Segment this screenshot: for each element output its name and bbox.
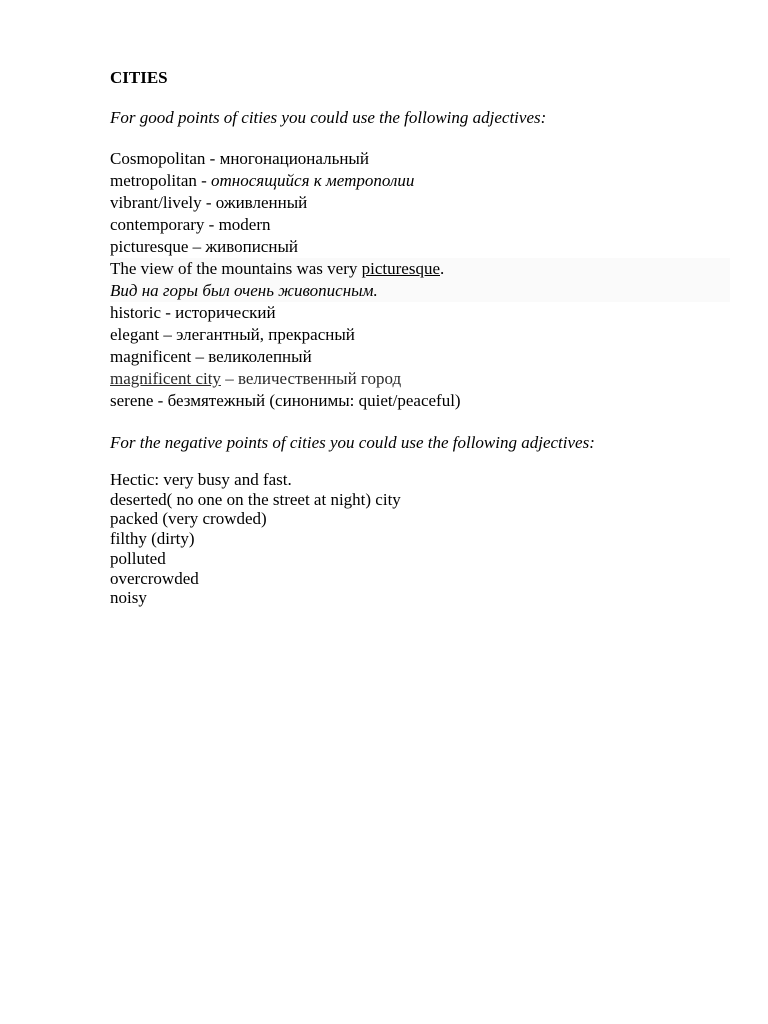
item-translation: великолепный: [208, 347, 312, 366]
list-item: Hectic: very busy and fast.: [110, 470, 292, 489]
item-word: metropolitan -: [110, 171, 212, 190]
phrase-link[interactable]: magnificent city: [110, 369, 221, 388]
example-block: [110, 258, 730, 302]
negative-intro: For the negative points of cities you could use the following adjectives:: [110, 433, 595, 452]
item-word: contemporary -: [110, 215, 219, 234]
example-sentence: [110, 258, 730, 280]
item-word: elegant –: [110, 325, 177, 344]
item-translation: многонациональный: [219, 149, 369, 168]
list-item: polluted: [110, 548, 166, 568]
document-title: CITIES: [110, 68, 168, 87]
list-item: noisy: [110, 588, 147, 608]
list-item: [110, 368, 720, 390]
example-text-end: .: [440, 259, 445, 278]
document-page: [110, 66, 720, 608]
example-translation: Вид на горы был очень живописным.: [110, 281, 378, 300]
item-translation: – величественный город: [220, 369, 402, 388]
item-word: Cosmopolitan -: [110, 149, 220, 168]
list-item: [110, 236, 720, 258]
list-item: [110, 324, 720, 346]
item-word: picturesque –: [110, 237, 206, 256]
list-item: [110, 346, 720, 368]
item-translation: исторический: [175, 303, 276, 322]
item-translation: безмятежный (синонимы: quiet/peaceful): [167, 391, 461, 410]
positive-adjective-list: [110, 148, 720, 412]
list-item: filthy (dirty): [110, 529, 195, 549]
item-word: serene -: [110, 391, 168, 410]
item-word: magnificent –: [110, 347, 209, 366]
list-item: deserted( no one on the street at night) city: [110, 489, 401, 509]
list-item: packed (very crowded): [110, 509, 267, 529]
list-item: overcrowded: [110, 568, 199, 588]
example-link[interactable]: picturesque: [361, 259, 440, 278]
example-text: The view of the mountains was very: [110, 259, 362, 278]
list-item: [110, 390, 720, 412]
positive-intro: For good points of cities you could use the following adjectives:: [110, 108, 547, 127]
list-item: [110, 170, 720, 192]
list-item: [110, 214, 720, 236]
item-word: historic -: [110, 303, 176, 322]
item-translation: относящийся к метрополии: [211, 171, 415, 190]
negative-adjective-list: [110, 470, 720, 608]
item-word: vibrant/lively -: [110, 193, 216, 212]
item-translation: живописный: [205, 237, 298, 256]
item-translation: modern: [218, 215, 271, 234]
item-translation: оживленный: [215, 193, 308, 212]
list-item: [110, 192, 720, 214]
list-item: [110, 148, 720, 170]
list-item: [110, 302, 720, 324]
item-translation: элегантный, прекрасный: [176, 325, 355, 344]
